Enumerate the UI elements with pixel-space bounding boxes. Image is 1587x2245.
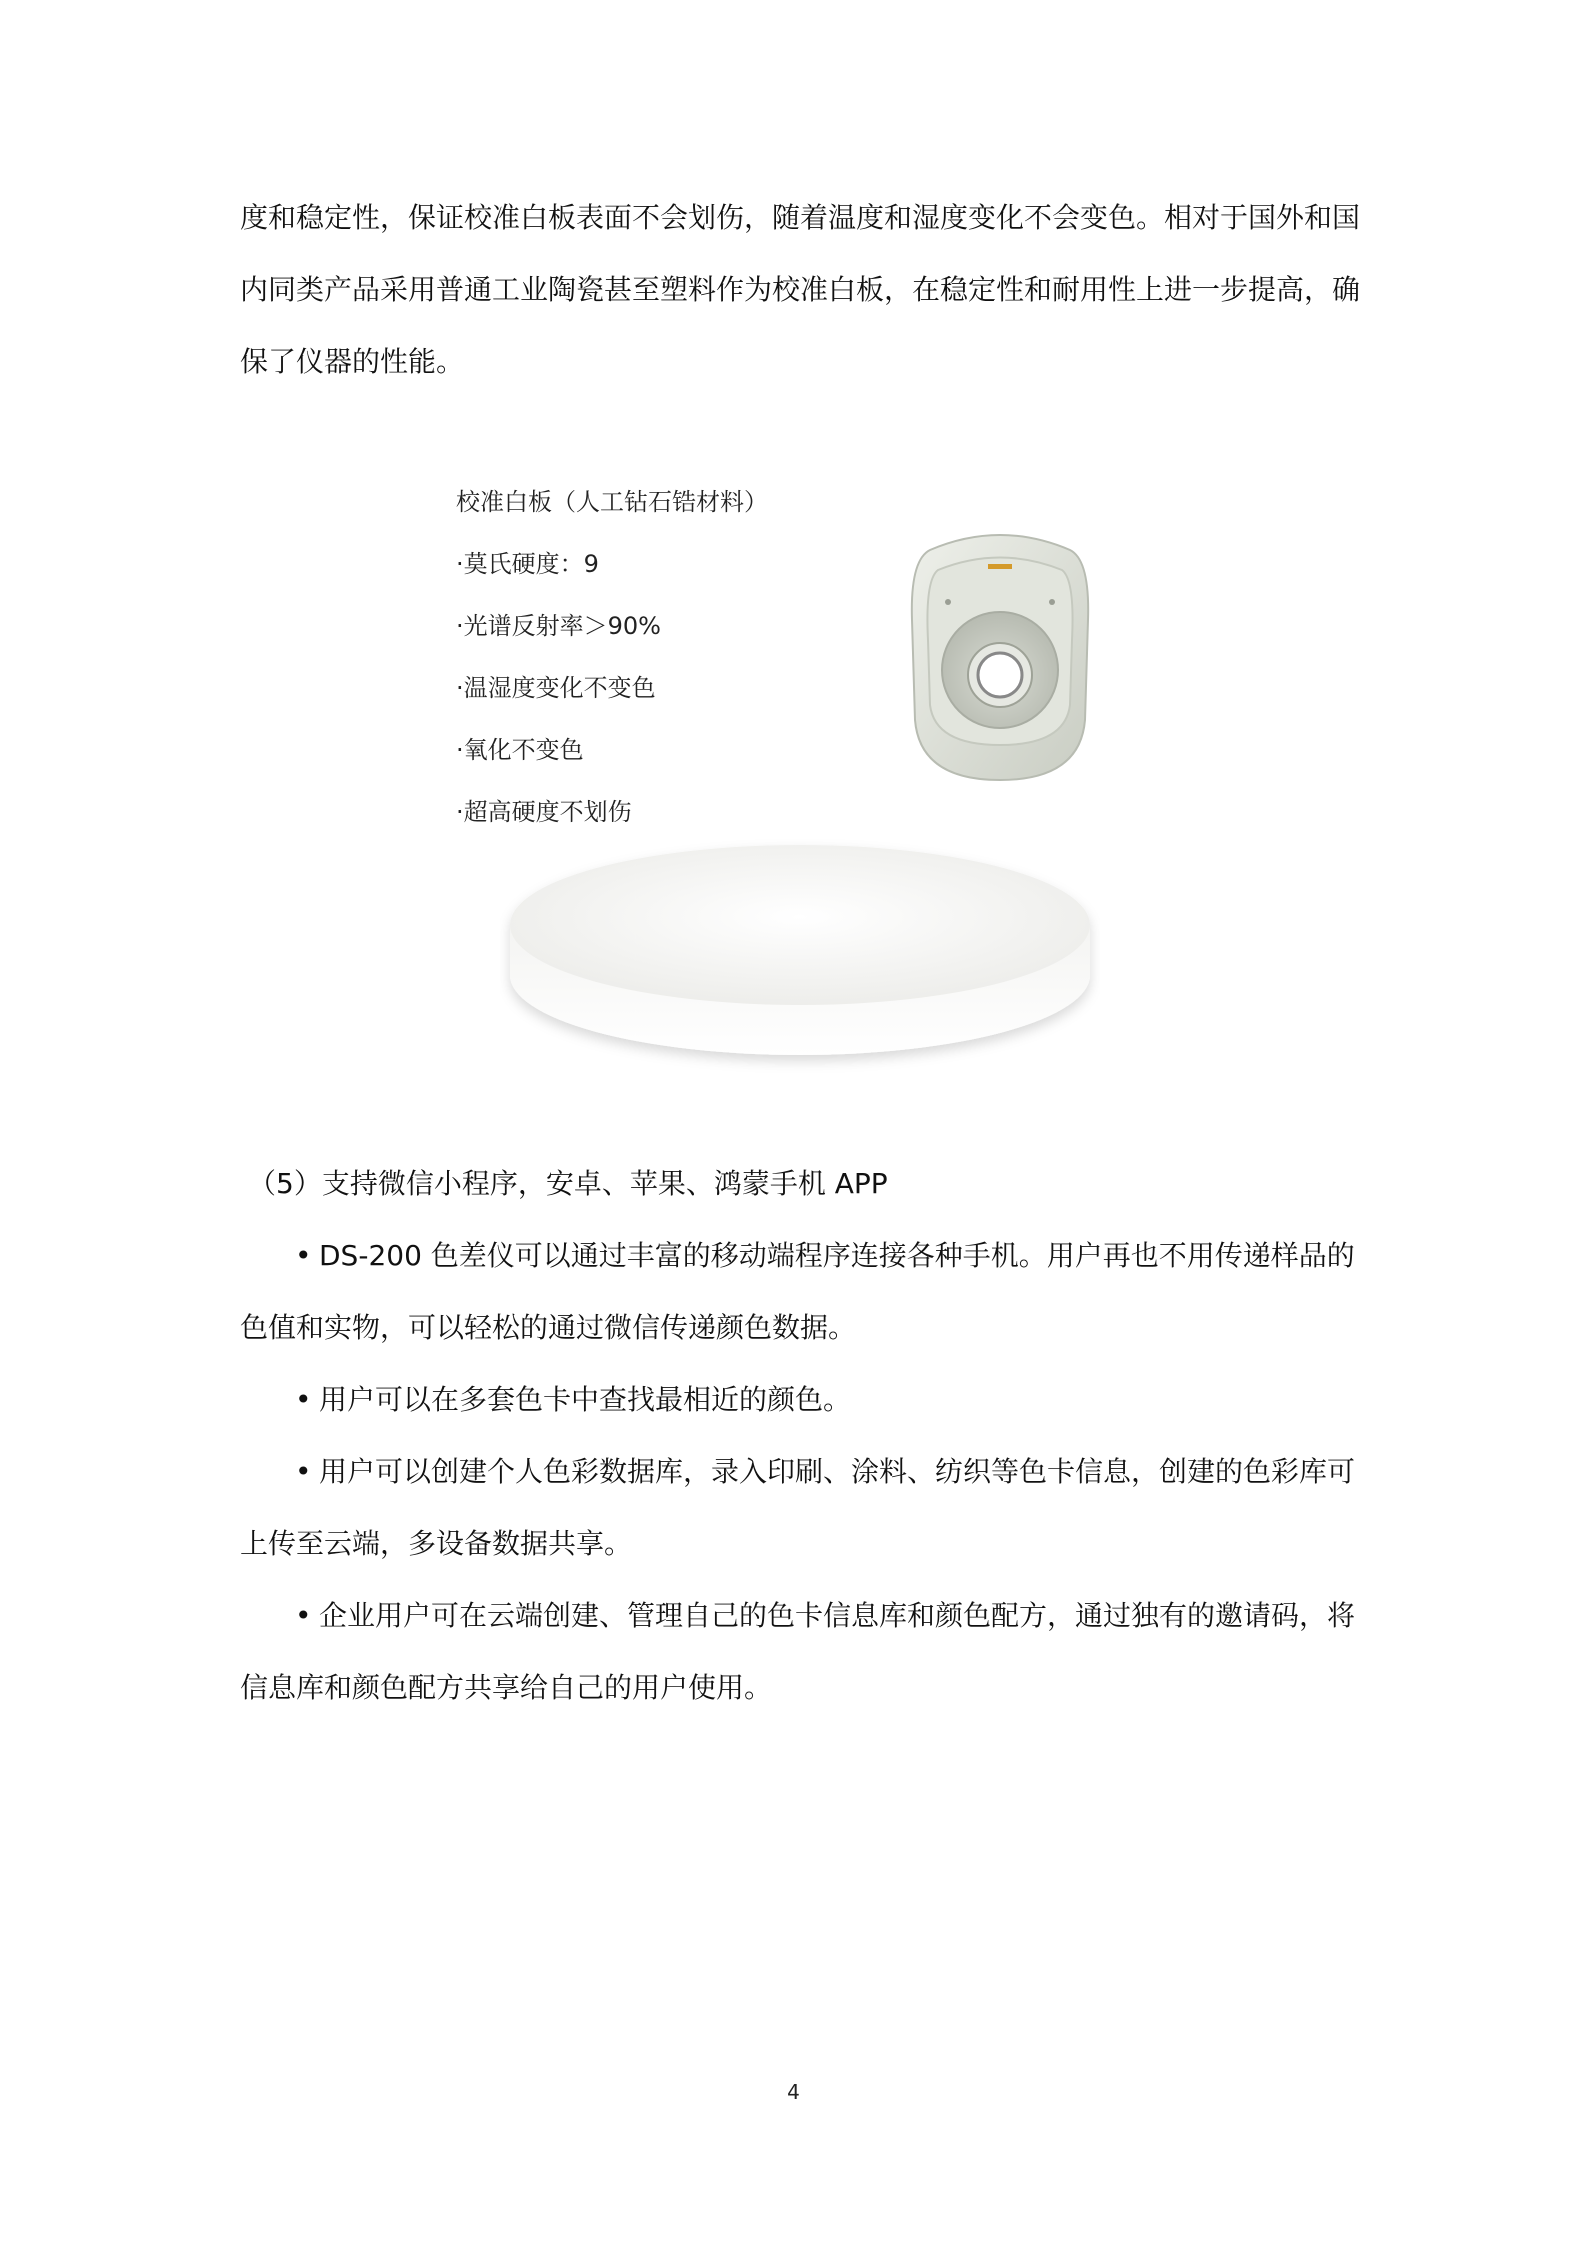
bullet-2 xyxy=(295,1382,851,1418)
bullet-3-continuation: 上传至云端，多设备数据共享。 xyxy=(240,1527,633,1560)
feature-scratch-resistant: ·超高硬度不划伤 xyxy=(456,798,632,826)
feature-reflectance: ·光谱反射率＞90% xyxy=(456,612,661,640)
bullet-3 xyxy=(295,1454,1355,1490)
bullet-1-continuation: 色值和实物，可以轻松的通过微信传递颜色数据。 xyxy=(240,1311,857,1344)
calibration-tile-figure xyxy=(440,470,1160,1090)
figure-title: 校准白板（人工钻石锆材料） xyxy=(456,488,768,516)
bullet-4-continuation: 信息库和颜色配方共享给自己的用户使用。 xyxy=(240,1671,773,1704)
bullet-4-line-1: 企业用户可在云端创建、管理自己的色卡信息库和颜色配方，通过独有的邀请码，将 xyxy=(319,1599,1356,1632)
feature-oxidation: ·氧化不变色 xyxy=(456,736,584,764)
bullet-symbol: • xyxy=(295,1599,312,1632)
bullet-3-line-1: 用户可以创建个人色彩数据库，录入印刷、涂料、纺织等色卡信息，创建的色彩库可 xyxy=(319,1455,1356,1488)
white-disc-icon xyxy=(500,830,1100,1080)
intro-line-2: 内同类产品采用普通工业陶瓷甚至塑料作为校准白板，在稳定性和耐用性上进一步提高，确 xyxy=(240,273,1361,306)
section-5-heading: （5）支持微信小程序，安卓、苹果、鸿蒙手机 APP xyxy=(248,1167,888,1200)
bullet-symbol: • xyxy=(295,1239,312,1272)
feature-temp-humidity: ·温湿度变化不变色 xyxy=(456,674,656,702)
intro-line-3: 保了仪器的性能。 xyxy=(240,345,465,378)
bullet-symbol: • xyxy=(295,1383,312,1416)
intro-line-1: 度和稳定性，保证校准白板表面不会划伤，随着温度和湿度变化不会变色。相对于国外和国 xyxy=(240,201,1361,234)
feature-hardness: ·莫氏硬度：9 xyxy=(456,550,599,578)
bullet-2-line-1: 用户可以在多套色卡中查找最相近的颜色。 xyxy=(319,1383,852,1416)
bullet-symbol: • xyxy=(295,1455,312,1488)
calibration-white-tile-icon xyxy=(900,530,1100,800)
page-number: 4 xyxy=(787,2080,800,2104)
bullet-4 xyxy=(295,1598,1355,1634)
bullet-1-line-1: DS-200 色差仪可以通过丰富的移动端程序连接各种手机。用户再也不用传递样品的 xyxy=(319,1239,1355,1272)
bullet-1 xyxy=(295,1238,1355,1274)
